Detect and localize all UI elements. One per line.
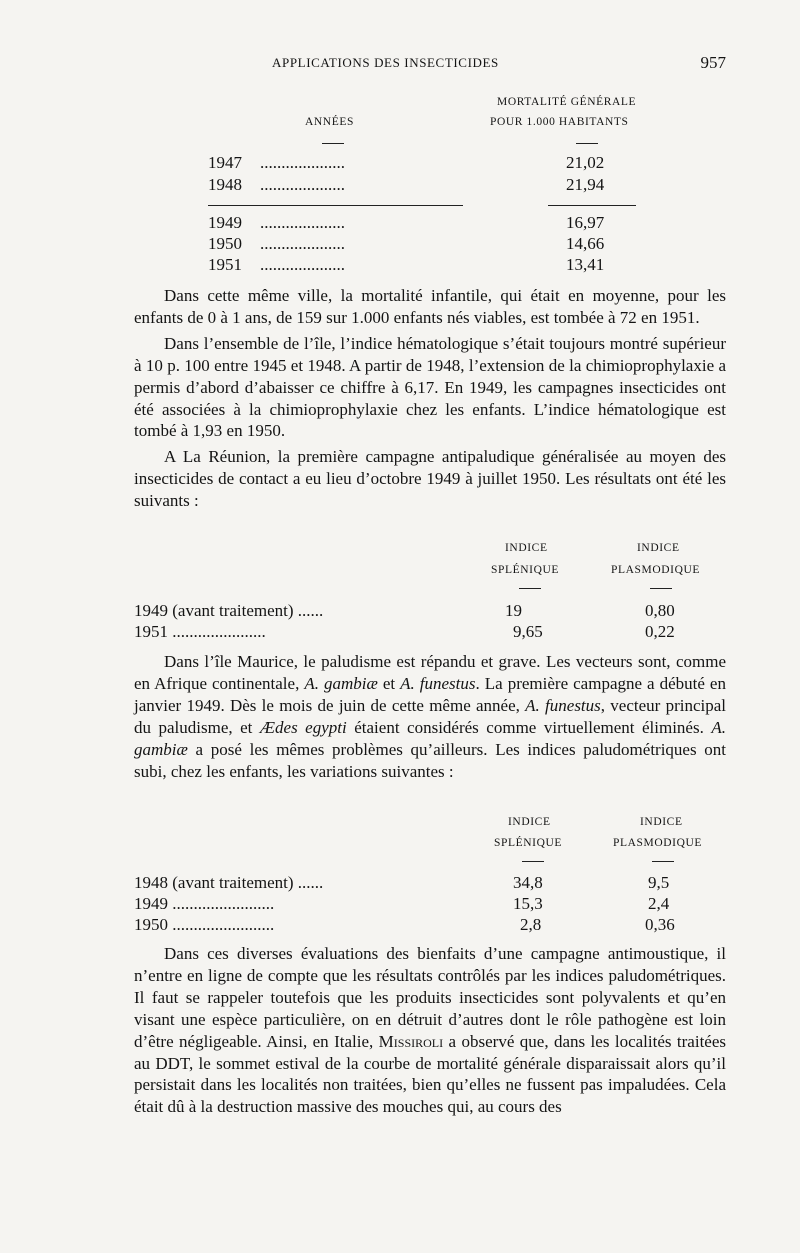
col-header-splenic-line1: INDICE [508,816,551,828]
table-value: 21,02 [566,153,605,172]
body-text-block-2 [134,651,726,782]
header-dash [576,143,598,144]
table-row: 1949 .................... [208,213,345,232]
table-rule [208,205,463,206]
body-text-block-1 [134,285,726,512]
col-header-plasmodic-line2: PLASMODIQUE [611,564,701,576]
paragraph: A La Réunion, la première campagne antipaludique généralisée au moyen des insecticides de contact a eu lieu d’octobre 1949 à juillet 1950. Les résultats ont été les suivants : [134,447,726,511]
paragraph: Dans l’ensemble de l’île, l’indice hématologique s’était toujours montré supérieur à 10 p. 100 entre 1945 et 1948. A partir de 1948, l’extension de la chimioprophylaxie a permis d’abord d’abaisser ce chiffre à 6,17. En 1949, les campagnes insecticides ont été associées à la chimioprophylaxie chez les enfants. L’indice hématologique est tombé à 1,93 en 1950. [134,333,726,441]
col-header-splenic-line2: SPLÉNIQUE [494,837,563,849]
col-header-plasmodic-line1: INDICE [637,542,680,554]
table-row-label: 1949 (avant traitement) ...... [134,601,324,620]
table-value: 9,5 [648,873,670,892]
table-value: 9,65 [513,622,543,641]
table-row-label: 1950 ........................ [134,915,275,934]
table-rule [548,205,636,206]
table-row-label: 1951 ...................... [134,622,266,641]
table-value: 14,66 [566,234,605,253]
running-head [134,53,726,77]
header-dash [519,588,541,589]
table-value: 2,8 [520,915,542,934]
header-dash [522,861,544,862]
table-value: 19 [505,601,522,620]
table-value: 13,41 [566,255,605,274]
table-row: 1947 .................... [208,153,345,172]
header-dash [652,861,674,862]
table-value: 0,80 [645,601,675,620]
paragraph: Dans ces diverses évaluations des bienfaits d’une campagne antimoustique, il n’entre en ligne de compte que les résultats contrôlés par les indices paludométriques. Il faut se rappeler toutefois que les produits insecticides sont polyvalents et qu’en visant une espèce particulière, on en détruit d’autres dont le rôle pathogène est loin d’être négligeable. Ainsi, en Italie, Missiroli a observé que, dans les localités traitées au DDT, le sommet estival de la courbe de mortalité générale disparaissait alors qu’il persistait dans les localités non traitées, bien qu’elles ne fussent pas impaludées. Cela était dû à la destruction massive des mouches qui, au cours des [134,944,726,1117]
table-value: 0,36 [645,915,675,934]
table-row-label: 1949 ........................ [134,894,275,913]
col-header-splenic-line2: SPLÉNIQUE [491,564,560,576]
running-title: APPLICATIONS DES INSECTICIDES [272,55,499,70]
species-name: A. funestus [400,673,476,693]
col-header-mortality-line2: POUR 1.000 HABITANTS [490,116,629,128]
table-value: 15,3 [513,894,543,913]
table-value: 21,94 [566,175,605,194]
col-header-years: ANNÉES [305,116,354,128]
header-dash [650,588,672,589]
table-value: 16,97 [566,213,605,232]
species-name: A. funestus [525,695,601,715]
table-row: 1951 .................... [208,255,345,274]
table-row: 1948 .................... [208,175,345,194]
table-row-label: 1948 (avant traitement) ...... [134,873,324,892]
header-dash [322,143,344,144]
table-row: 1950 .................... [208,234,345,253]
author-name: Missiroli [378,1031,444,1051]
paragraph: Dans cette même ville, la mortalité infantile, qui était en moyenne, pour les enfants de 0 à 1 ans, de 159 sur 1.000 enfants nés viables, est tombée à 72 en 1951. [134,286,726,327]
table-value: 0,22 [645,622,675,641]
species-name: A. gambiæ [304,673,378,693]
table-value: 34,8 [513,873,543,892]
col-header-plasmodic-line2: PLASMODIQUE [613,837,703,849]
species-name: Ædes egypti [259,717,347,737]
col-header-splenic-line1: INDICE [505,542,548,554]
col-header-plasmodic-line1: INDICE [640,816,683,828]
species-name: A. gambiæ [134,717,726,759]
col-header-mortality-line1: MORTALITÉ GÉNÉRALE [497,96,637,108]
paragraph: Dans l’île Maurice, le paludisme est répandu et grave. Les vecteurs sont, comme en Afrique continentale, A. gambiæ et A. funestus. La première campagne a débuté en janvier 1949. Dès le mois de juin de cette même année, A. funestus, vecteur principal du paludisme, et Ædes egypti étaient considérés comme virtuellement éliminés. A. gambiæ a posé les mêmes problèmes qu’ailleurs. Les indices paludométriques ont subi, chez les enfants, les variations suivantes : [134,652,726,781]
table-value: 2,4 [648,894,670,913]
page-number: 957 [700,53,726,72]
body-text-block-3 [134,943,726,1118]
